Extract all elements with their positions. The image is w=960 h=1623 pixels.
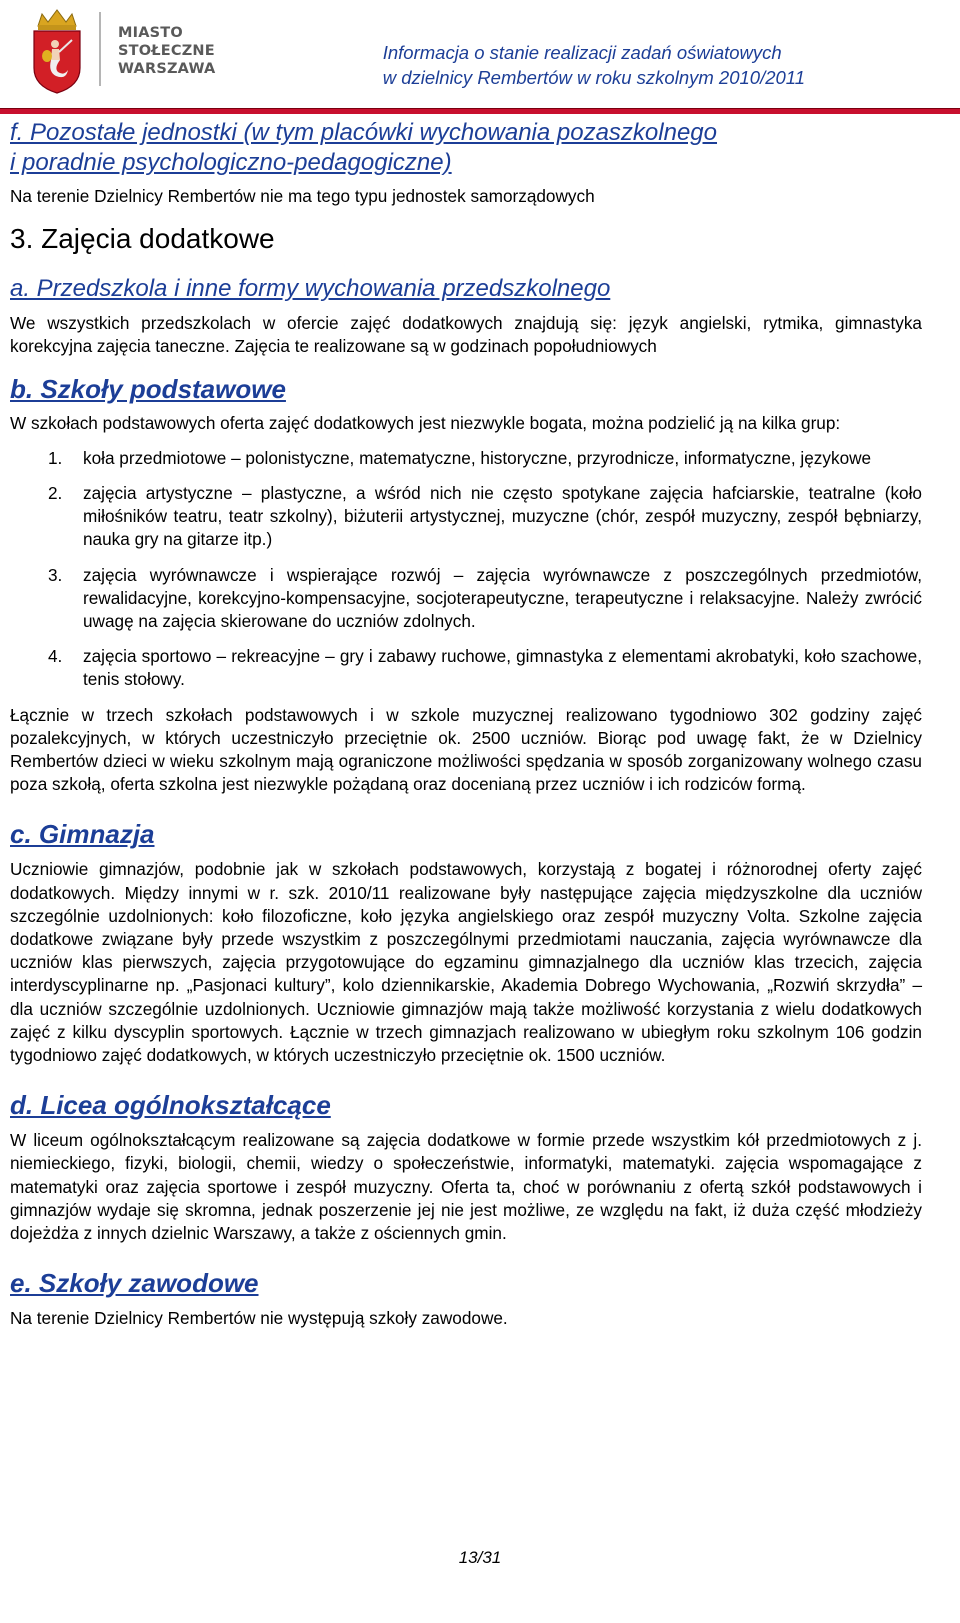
- heading-a: a. Przedszkola i inne formy wychowania przedszkolnego: [10, 275, 611, 303]
- warsaw-mermaid-crest-icon: [28, 8, 86, 94]
- list-item-text: zajęcia artystyczne – plastyczne, a wśród nich nie często spotykane zajęcia hafciarskie, teatralne (koło miłośników teatru, teatr szkolny), biżuterii artystycznej, muzyczne (chór, zespół muzyczny, zespół bębniarzy, nauka gry na gitarze itp.): [83, 483, 922, 550]
- logo-wordmark: [118, 24, 215, 78]
- logo-line: MIASTO: [118, 25, 183, 41]
- heading-section-3: 3. Zajęcia dodatkowe: [10, 223, 275, 255]
- list-item-number: 1.: [48, 447, 63, 468]
- document-title-line1: Informacja o stanie realizacji zadań oświatowych: [382, 42, 782, 63]
- paragraph-f: Na terenie Dzielnicy Rembertów nie ma tego typu jednostek samorządowych: [10, 186, 595, 206]
- heading-f-line2: i poradnie psychologiczno-pedagogiczne): [10, 149, 452, 176]
- logo-divider: [99, 12, 101, 86]
- logo-line: WARSZAWA: [118, 61, 216, 77]
- paragraph-c: Uczniowie gimnazjów, podobnie jak w szkołach podstawowych, korzystają z bogatej i różnorodnej oferty zajęć dodatkowych. Między innymi w r. szk. 2010/11 realizowane były następujące zajęcia międzyszkolne dla uczniów szczególnie uzdolnionych: koło filozoficzne, koło języka angielskiego oraz zespół muzyczny Volta. Szkolne zajęcia dodatkowe związane były przede wszystkim z poszczególnymi przedmiotami nauczania, zajęcia wyrównawcze dla uczniów klas pierwszych, zajęcia przygotowujące do egzaminu gimnazjalnego dla uczniów klas trzecich, zajęcia interdyscyplinarne np. „Pasjonaci kultury”, kolo dziennikarskie, Akademia Dobrego Wychowania, „Rozwiń skrzydła” – dla uczniów szczególnie uzdolnionych. Uczniowie gimnazjów mają także możliwość korzystania z wielu dodatkowych zajęć z kilku dyscyplin sportowych. Łącznie w trzech gimnazjach realizowano w ubiegłym roku szkolnym 106 godzin tygodniowo zajęć dodatkowych, w których uczestniczyło przeciętnie ok. 1500 uczniów.: [10, 859, 922, 1066]
- list-item: [10, 645, 922, 691]
- header-rule: [0, 108, 960, 114]
- paragraph-d: W liceum ogólnokształcącym realizowane są zajęcia dodatkowe w formie przede wszystkim kół przedmiotowych z j. niemieckiego, fizyki, biologii, chemii, wiedzy o społeczeństwie, informatyki, matematyki. zajęcia wspomagające z matematyki oraz zajęcia sportowe i zespół muzyczny. Oferta ta, choć w porównaniu z ofertą szkół podstawowych i gimnazjów wydaje się skromna, jednak poszerzenie jej nie jest możliwe, ze względu na fakt, iż duża część młodzieży dojeżdża z innych dzielnic Warszawy, a także z ościennych gmin.: [10, 1130, 922, 1244]
- document-title: [383, 40, 805, 90]
- heading-f-line1: f. Pozostałe jednostki (w tym placówki wychowania pozaszkolnego: [10, 119, 718, 146]
- list-item-number: 4.: [48, 646, 63, 667]
- document-title-line2: w dzielnicy Rembertów w roku szkolnym 2010/2011: [382, 67, 805, 88]
- heading-b: b. Szkoły podstawowe: [10, 373, 286, 404]
- list-item-text: zajęcia wyrównawcze i wspierające rozwój – zajęcia wyrównawcze z poszczególnych przedmiotów, rewalidacyjne, korekcyjno-kompensacyjne, socjoterapeutyczne, terapeutyczne i relaksacyjne. Należy zwrócić uwagę na zajęcia skierowane do uczniów zdolnych.: [83, 564, 922, 632]
- paragraph-a: We wszystkich przedszkolach w ofercie zajęć dodatkowych znajdują się: język angielski, rytmika, gimnastyka korekcyjna zajęcia taneczne. Zajęcia te realizowane są w godzinach popołudniowych: [10, 313, 922, 357]
- logo-line: STOŁECZNE: [118, 43, 215, 59]
- list-item: [10, 482, 922, 552]
- list-item: [10, 564, 922, 634]
- paragraph-e: Na terenie Dzielnicy Rembertów nie występują szkoły zawodowe.: [10, 1308, 508, 1329]
- list-item: [10, 447, 922, 470]
- heading-d: d. Licea ogólnokształcące: [10, 1090, 331, 1121]
- heading-e: e. Szkoły zawodowe: [10, 1268, 259, 1299]
- page-body: [10, 118, 922, 1331]
- list-item-number: 2.: [48, 483, 63, 504]
- paragraph-b-intro: W szkołach podstawowych oferta zajęć dodatkowych jest niezwykle bogata, można podzielić ją na kilka grup:: [10, 412, 841, 433]
- page-number: 13/31: [458, 1548, 502, 1567]
- page-header: [0, 0, 960, 118]
- heading-c: c. Gimnazja: [10, 819, 155, 850]
- extracurricular-groups-list: [10, 447, 922, 692]
- list-item-number: 3.: [48, 564, 63, 585]
- list-item-text: koła przedmiotowe – polonistyczne, matematyczne, historyczne, przyrodnicze, informatyczne, językowe: [83, 447, 872, 468]
- paragraph-b-summary: Łącznie w trzech szkołach podstawowych i w szkole muzycznej realizowano tygodniowo 302 godziny zajęć pozalekcyjnych, w których uczestniczyło przeciętnie ok. 2500 uczniów. Biorąc pod uwagę fakt, że w Dzielnicy Rembertów dzieci w wieku szkolnym mają ograniczone możliwości spędzania w sposób zorganizowany wolnego czasu poza szkołą, oferta szkolna jest niezwykle pożądaną oraz docenianą przez uczniów i ich rodziców formą.: [10, 704, 922, 795]
- list-item-text: zajęcia sportowo – rekreacyjne – gry i zabawy ruchowe, gimnastyka z elementami akrobatyki, koło szachowe, tenis stołowy.: [83, 646, 922, 690]
